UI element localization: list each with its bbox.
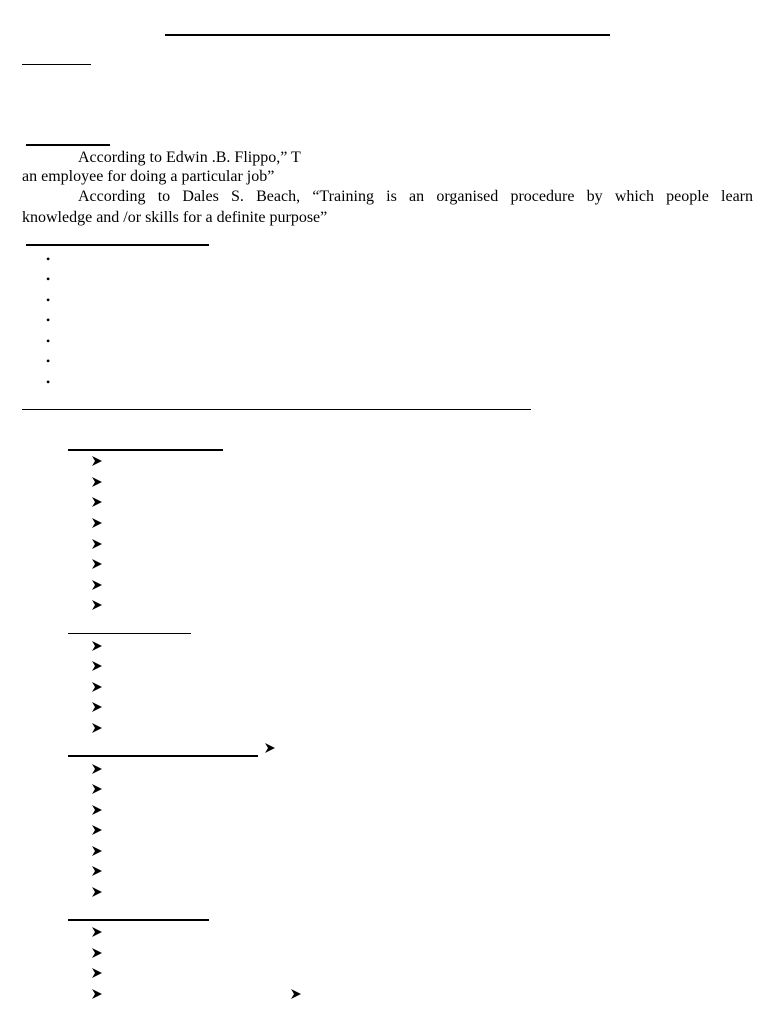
arrowhead-bullet-icon	[91, 967, 103, 979]
bullet-dot-icon: •	[46, 252, 51, 266]
section-separator	[22, 409, 531, 410]
arrowhead-bullet-icon	[91, 579, 103, 591]
heading-underline	[22, 64, 91, 65]
arrowhead-bullet-icon	[91, 538, 103, 550]
arrowhead-bullet-icon	[91, 763, 103, 775]
bullet-dot-icon: •	[46, 272, 51, 286]
subsection-2-heading-underline	[68, 633, 191, 634]
subsection-4-heading-underline	[68, 919, 209, 921]
arrowhead-bullet-icon	[91, 947, 103, 959]
arrowhead-bullet-icon	[91, 988, 103, 1000]
subsection-1-heading-underline	[68, 449, 223, 451]
arrowhead-bullet-icon	[91, 783, 103, 795]
arrowhead-bullet-icon	[91, 926, 103, 938]
arrowhead-bullet-icon	[91, 886, 103, 898]
arrowhead-bullet-icon	[91, 824, 103, 836]
arrowhead-bullet-icon	[91, 455, 103, 467]
arrowhead-bullet-icon	[91, 599, 103, 611]
arrowhead-bullet-icon	[91, 558, 103, 570]
subsection-3-heading-underline	[68, 755, 258, 757]
arrowhead-bullet-icon	[91, 701, 103, 713]
bullet-list-heading-underline	[26, 244, 209, 246]
arrowhead-bullet-icon	[91, 722, 103, 734]
bullet-dot-icon: •	[46, 313, 51, 327]
arrowhead-bullet-icon	[290, 988, 302, 1000]
flippo-definition-line-1: According to Edwin .B. Flippo,” T	[78, 149, 301, 166]
arrowhead-bullet-icon	[91, 517, 103, 529]
arrowhead-bullet-icon	[91, 865, 103, 877]
beach-definition-line-1: According to Dales S. Beach, “Training is an organised procedure by which people learn	[78, 188, 753, 205]
arrowhead-bullet-icon	[91, 845, 103, 857]
definition-heading-underline	[26, 144, 110, 146]
arrowhead-bullet-icon	[91, 476, 103, 488]
bullet-dot-icon: •	[46, 334, 51, 348]
beach-definition-line-2: knowledge and /or skills for a definite purpose”	[22, 209, 328, 226]
arrowhead-bullet-icon	[264, 742, 276, 754]
bullet-dot-icon: •	[46, 375, 51, 389]
bullet-dot-icon: •	[46, 354, 51, 368]
flippo-definition-line-2: an employee for doing a particular job”	[22, 168, 275, 185]
bullet-dot-icon: •	[46, 293, 51, 307]
arrowhead-bullet-icon	[91, 804, 103, 816]
arrowhead-bullet-icon	[91, 681, 103, 693]
arrowhead-bullet-icon	[91, 496, 103, 508]
title-underline	[165, 34, 610, 36]
arrowhead-bullet-icon	[91, 660, 103, 672]
arrowhead-bullet-icon	[91, 640, 103, 652]
